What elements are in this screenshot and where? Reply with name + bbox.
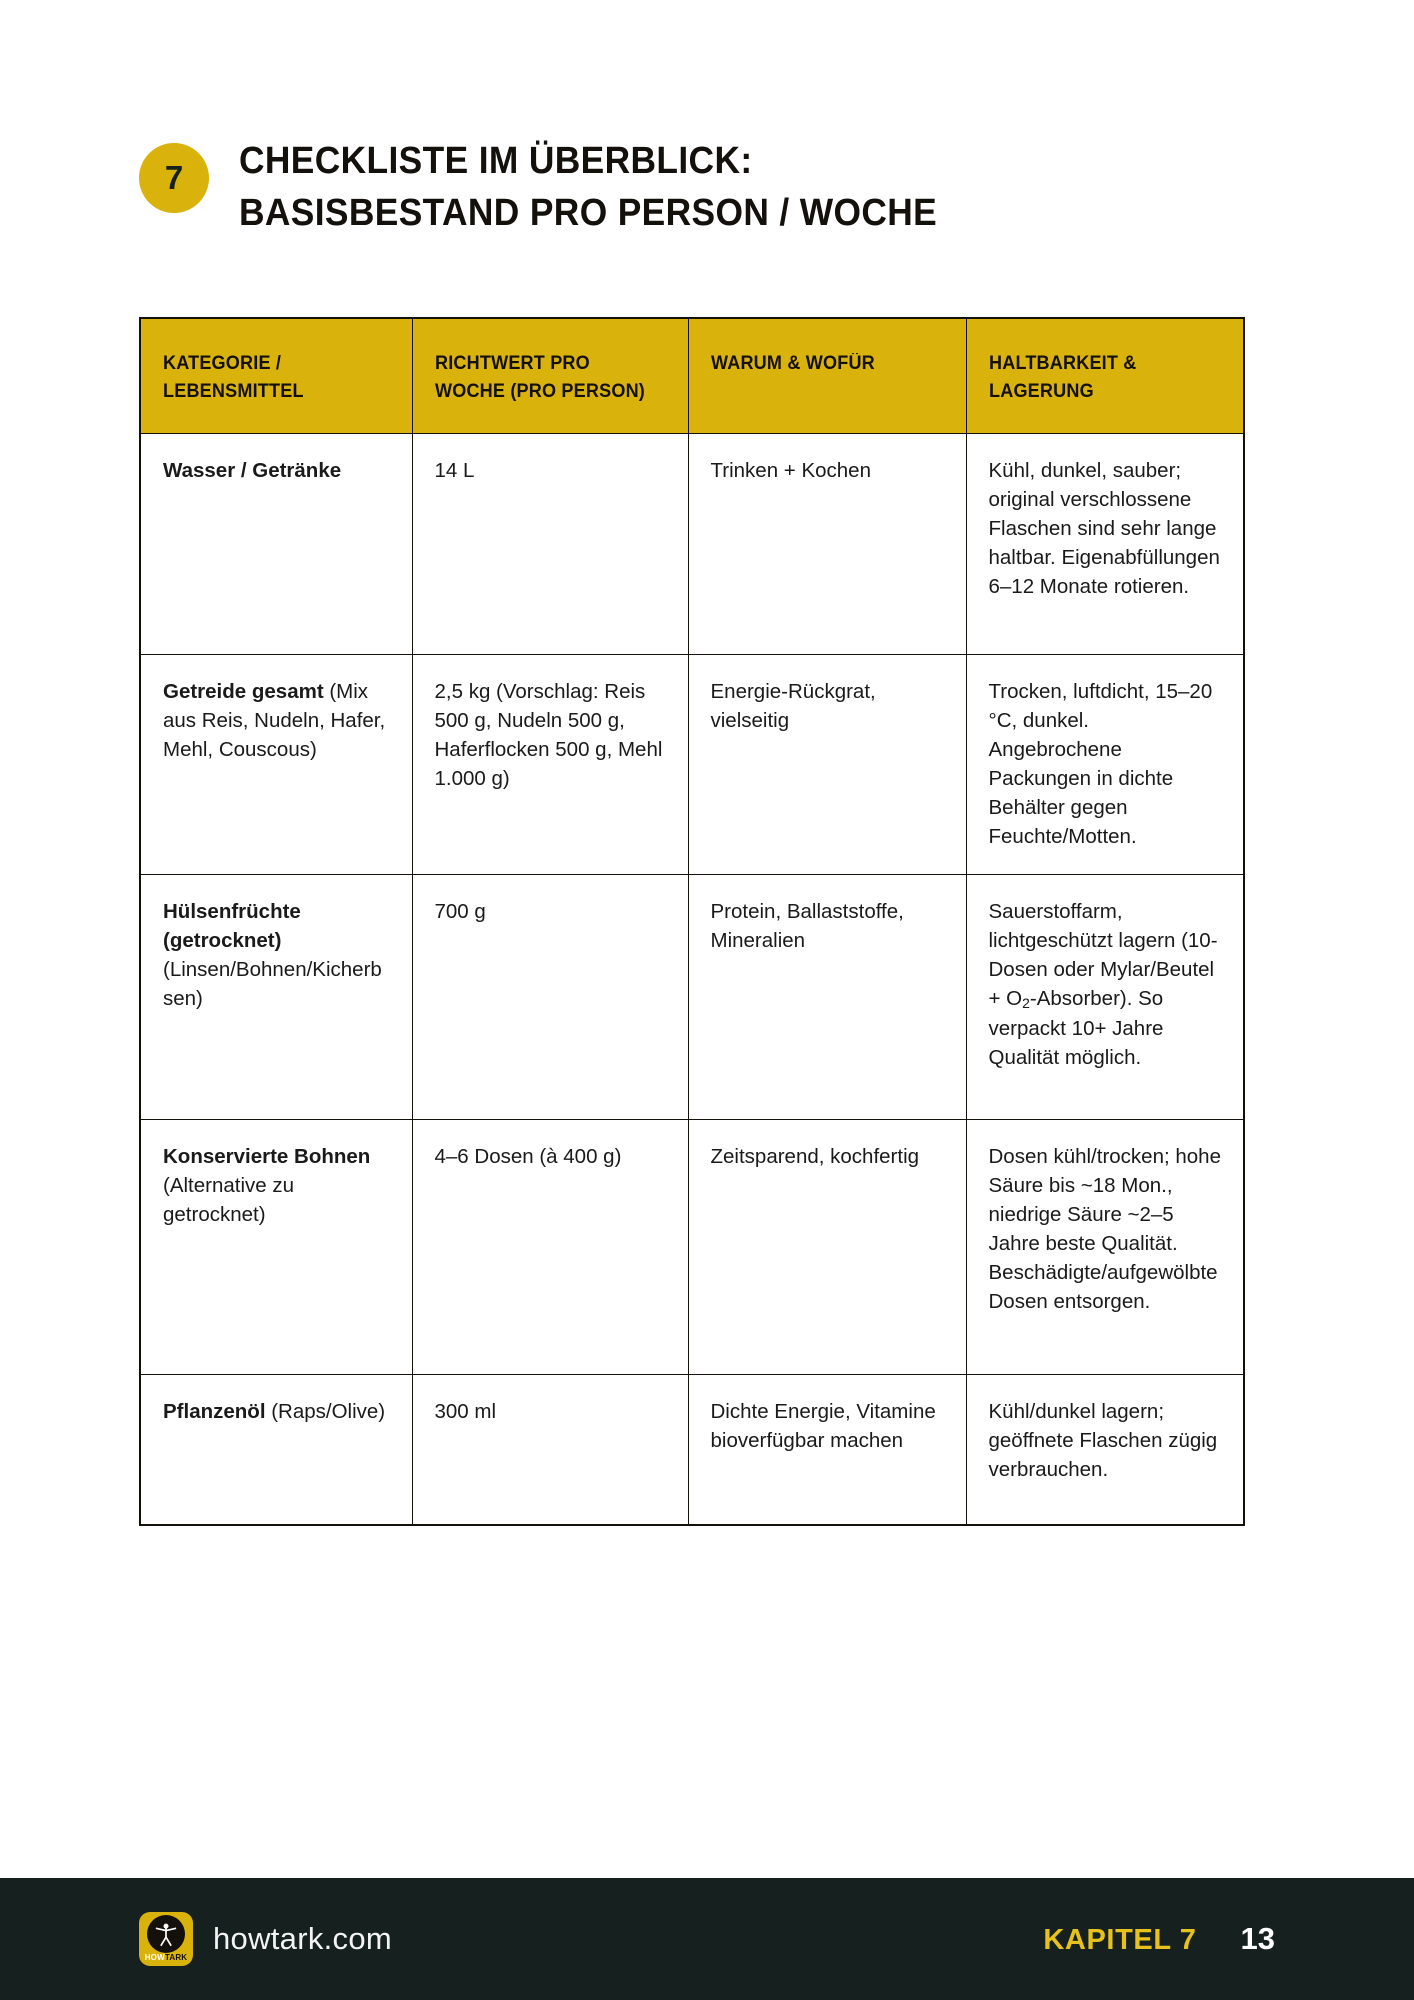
- cell-storage: Trocken, luftdicht, 15–20 °C, dunkel. Angebrochene Packungen in dichte Behälter gegen Feuchte/Motten.: [966, 654, 1244, 874]
- logo-wordmark: [145, 1954, 188, 1962]
- column-header-warum: [688, 318, 966, 434]
- cell-category-name: Pflanzenöl: [163, 1399, 266, 1423]
- table-row: [140, 654, 1244, 874]
- table-row: [140, 1119, 1244, 1374]
- cell-amount: 2,5 kg (Vorschlag: Reis 500 g, Nudeln 500 g, Haferflocken 500 g, Mehl 1.000 g): [412, 654, 688, 874]
- cell-storage: Kühl, dunkel, sauber; original verschlossene Flaschen sind sehr lange haltbar. Eigenabfüllungen 6–12 Monate rotieren.: [966, 433, 1244, 654]
- vitruvian-man-icon: [147, 1915, 185, 1953]
- cell-amount: 4–6 Dosen (à 400 g): [412, 1119, 688, 1374]
- cell-category-name: Getreide gesamt: [163, 679, 324, 703]
- footer-spacer: [0, 1526, 1414, 1878]
- checklist-table: [139, 317, 1245, 1526]
- cell-why: Zeitsparend, kochfertig: [688, 1119, 966, 1374]
- cell-category: [140, 1374, 412, 1525]
- cell-category: [140, 654, 412, 874]
- cell-category-detail: (Linsen/Bohnen/Kicherbsen): [163, 957, 382, 1010]
- howtark-logo-icon: [139, 1912, 193, 1966]
- cell-why: Energie-Rückgrat, vielseitig: [688, 654, 966, 874]
- cell-storage-part-2: -Absorber). So verpackt 10+ Jahre Qualität möglich.: [988, 986, 1164, 1069]
- column-header-richtwert: [412, 318, 688, 434]
- cell-category-detail: (Mix aus Reis, Nudeln, Hafer, Mehl, Couscous): [163, 679, 386, 762]
- table-header-row: [140, 318, 1244, 434]
- table-row: [140, 874, 1244, 1119]
- cell-category-name: Wasser / Getränke: [163, 458, 342, 482]
- chapter-number-badge: 7: [139, 143, 209, 213]
- page-title: [239, 135, 990, 240]
- column-header-haltbarkeit-label: HALTBARKEIT & LAGERUNG: [988, 352, 1137, 403]
- page-number: 13: [1240, 1921, 1275, 1956]
- cell-why: Trinken + Kochen: [688, 433, 966, 654]
- column-header-richtwert-label: RICHTWERT PRO WOCHE (PRO PERSON): [434, 352, 645, 403]
- column-header-kategorie-label: KATEGORIE / LEBENSMITTEL: [163, 352, 304, 403]
- column-header-haltbarkeit: [966, 318, 1244, 434]
- cell-storage-subscript: 2: [1022, 994, 1030, 1011]
- cell-storage: [966, 874, 1244, 1119]
- brand-url[interactable]: howtark.com: [213, 1921, 393, 1956]
- cell-category-detail: (Raps/Olive): [265, 1399, 386, 1423]
- cell-category: [140, 433, 412, 654]
- cell-category: [140, 1119, 412, 1374]
- checklist-table-wrapper: [0, 240, 1414, 1526]
- logo-word-tark: TARK: [164, 1953, 188, 1962]
- page-header: [0, 0, 1414, 240]
- column-header-warum-label: WARUM & WOFÜR: [710, 352, 875, 374]
- page-title-line-1: CHECKLISTE IM ÜBERBLICK:: [239, 140, 753, 182]
- cell-amount: 700 g: [412, 874, 688, 1119]
- cell-storage-part-1: Sauerstoffarm, lichtgeschützt lagern (10-Dosen oder Mylar/Beutel + O: [988, 899, 1218, 1010]
- cell-category-name: Konservierte Bohnen: [163, 1144, 371, 1168]
- column-header-kategorie: [140, 318, 412, 434]
- page-title-line-2: BASISBESTAND PRO PERSON / WOCHE: [239, 192, 938, 235]
- logo-word-how: HOW: [144, 1953, 165, 1962]
- cell-why: Protein, Ballaststoffe, Mineralien: [688, 874, 966, 1119]
- chapter-label: KAPITEL 7: [1043, 1924, 1197, 1956]
- cell-amount: 14 L: [412, 433, 688, 654]
- page-footer: [0, 1878, 1414, 2000]
- brand-block[interactable]: [139, 1912, 392, 1966]
- footer-meta: [1043, 1921, 1275, 1957]
- table-row: [140, 1374, 1244, 1525]
- cell-amount: 300 ml: [412, 1374, 688, 1525]
- cell-why: Dichte Energie, Vitamine bioverfügbar machen: [688, 1374, 966, 1525]
- cell-category: [140, 874, 412, 1119]
- cell-storage: Dosen kühl/trocken; hohe Säure bis ~18 Mon., niedrige Säure ~2–5 Jahre beste Qualität. Beschädigte/aufgewölbte Dosen entsorgen.: [966, 1119, 1244, 1374]
- cell-storage: Kühl/dunkel lagern; geöffnete Flaschen zügig verbrauchen.: [966, 1374, 1244, 1525]
- cell-category-name: Hülsenfrüchte (getrocknet): [163, 899, 301, 952]
- table-row: [140, 433, 1244, 654]
- cell-category-detail: (Alternative zu getrocknet): [163, 1173, 295, 1226]
